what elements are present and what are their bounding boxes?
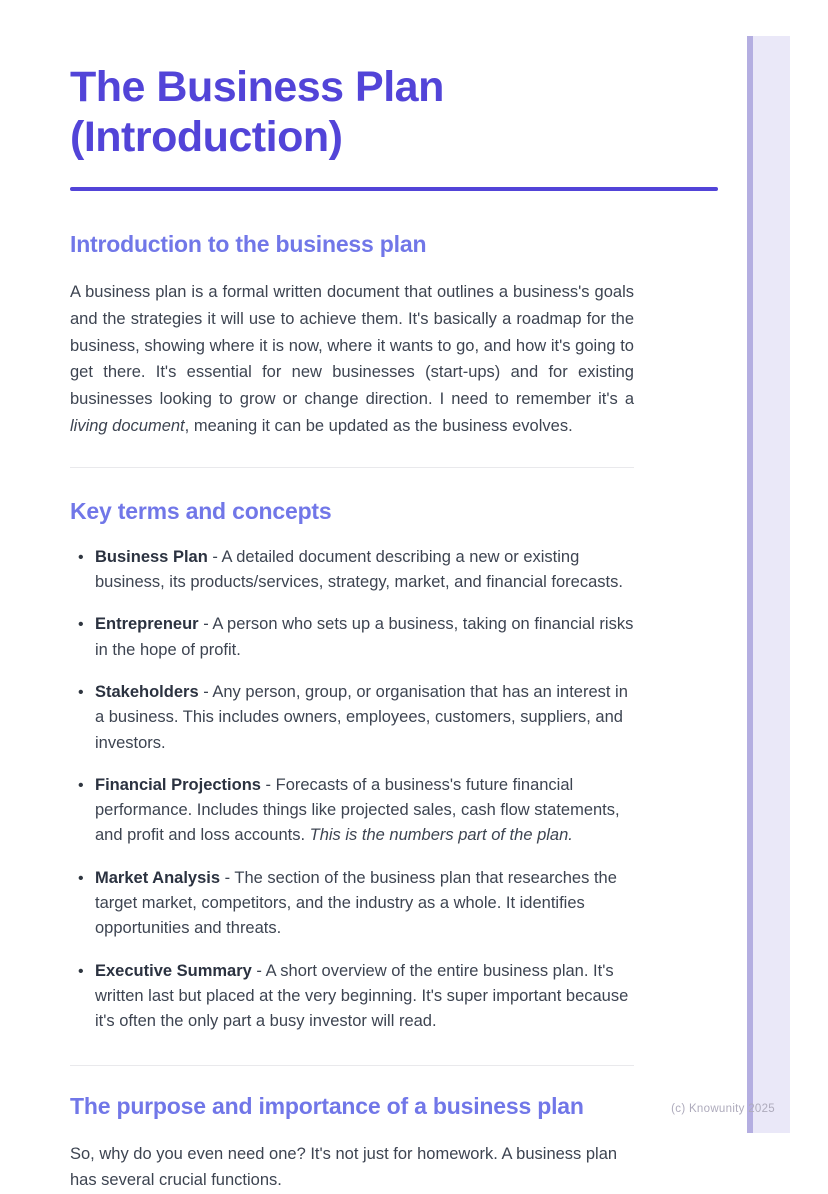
list-item: • Business Plan - A detailed document describing a new or existing business, its products/services, strategy, market, and financial forecasts.	[70, 545, 634, 596]
page-title-line-2: (Introduction)	[70, 113, 343, 161]
intro-text-segment: A business plan is a formal written document that outlines a business's goals and the strategies it will use to achieve them. It's basically a roadmap for the business, showing where it is now, where it wants to go, and how it's going to get there. It's essential for new businesses (start-ups) and for existing businesses looking to grow or change direction. I need to remember it's a	[70, 283, 634, 409]
list-item: • Entrepreneur - A person who sets up a business, taking on financial risks in the hope of profit.	[70, 612, 634, 663]
page-content	[70, 0, 634, 1194]
section-heading-purpose: The purpose and importance of a business plan	[70, 1092, 584, 1119]
term-name: Entrepreneur	[95, 615, 199, 634]
page-title-line-1: The Business Plan	[70, 63, 444, 111]
term-name: Executive Summary	[95, 961, 252, 980]
term-italic-note: This is the numbers part of the plan.	[309, 826, 573, 845]
key-terms-list	[70, 545, 634, 1035]
intro-italic-phrase: living document	[70, 416, 185, 435]
term-name: Financial Projections	[95, 775, 261, 794]
list-item: • Market Analysis - The section of the business plan that researches the target market, competitors, and the industry as a whole. It identifies opportunities and threats.	[70, 866, 634, 942]
title-rule	[70, 187, 718, 191]
section-divider	[70, 467, 634, 468]
intro-text-segment: , meaning it can be updated as the business evolves.	[184, 416, 573, 435]
term-name: Stakeholders	[95, 682, 199, 701]
copyright-watermark: (c) Knowunity 2025	[671, 1103, 775, 1115]
list-item: • Executive Summary - A short overview of the entire business plan. It's written last but placed at the very beginning. It's super important because it's often the only part a busy investor will read.	[70, 959, 634, 1035]
page-title	[70, 62, 634, 162]
section-heading-introduction: Introduction to the business plan	[70, 231, 427, 257]
term-name: Business Plan	[95, 547, 208, 566]
page-edge-stripe	[747, 36, 790, 1133]
list-item: • Financial Projections - Forecasts of a business's future financial performance. Includes things like projected sales, cash flow statements, and profit and loss accounts. This is the numbers part of the plan.	[70, 773, 634, 849]
section-divider	[70, 1065, 634, 1066]
introduction-paragraph	[70, 279, 634, 440]
purpose-paragraph: So, why do you even need one? It's not just for homework. A business plan has several crucial functions.	[70, 1144, 618, 1190]
list-item: • Stakeholders - Any person, group, or organisation that has an interest in a business. This includes owners, employees, customers, suppliers, and investors.	[70, 680, 634, 756]
term-name: Market Analysis	[95, 868, 221, 887]
section-heading-key-terms: Key terms and concepts	[70, 497, 332, 524]
